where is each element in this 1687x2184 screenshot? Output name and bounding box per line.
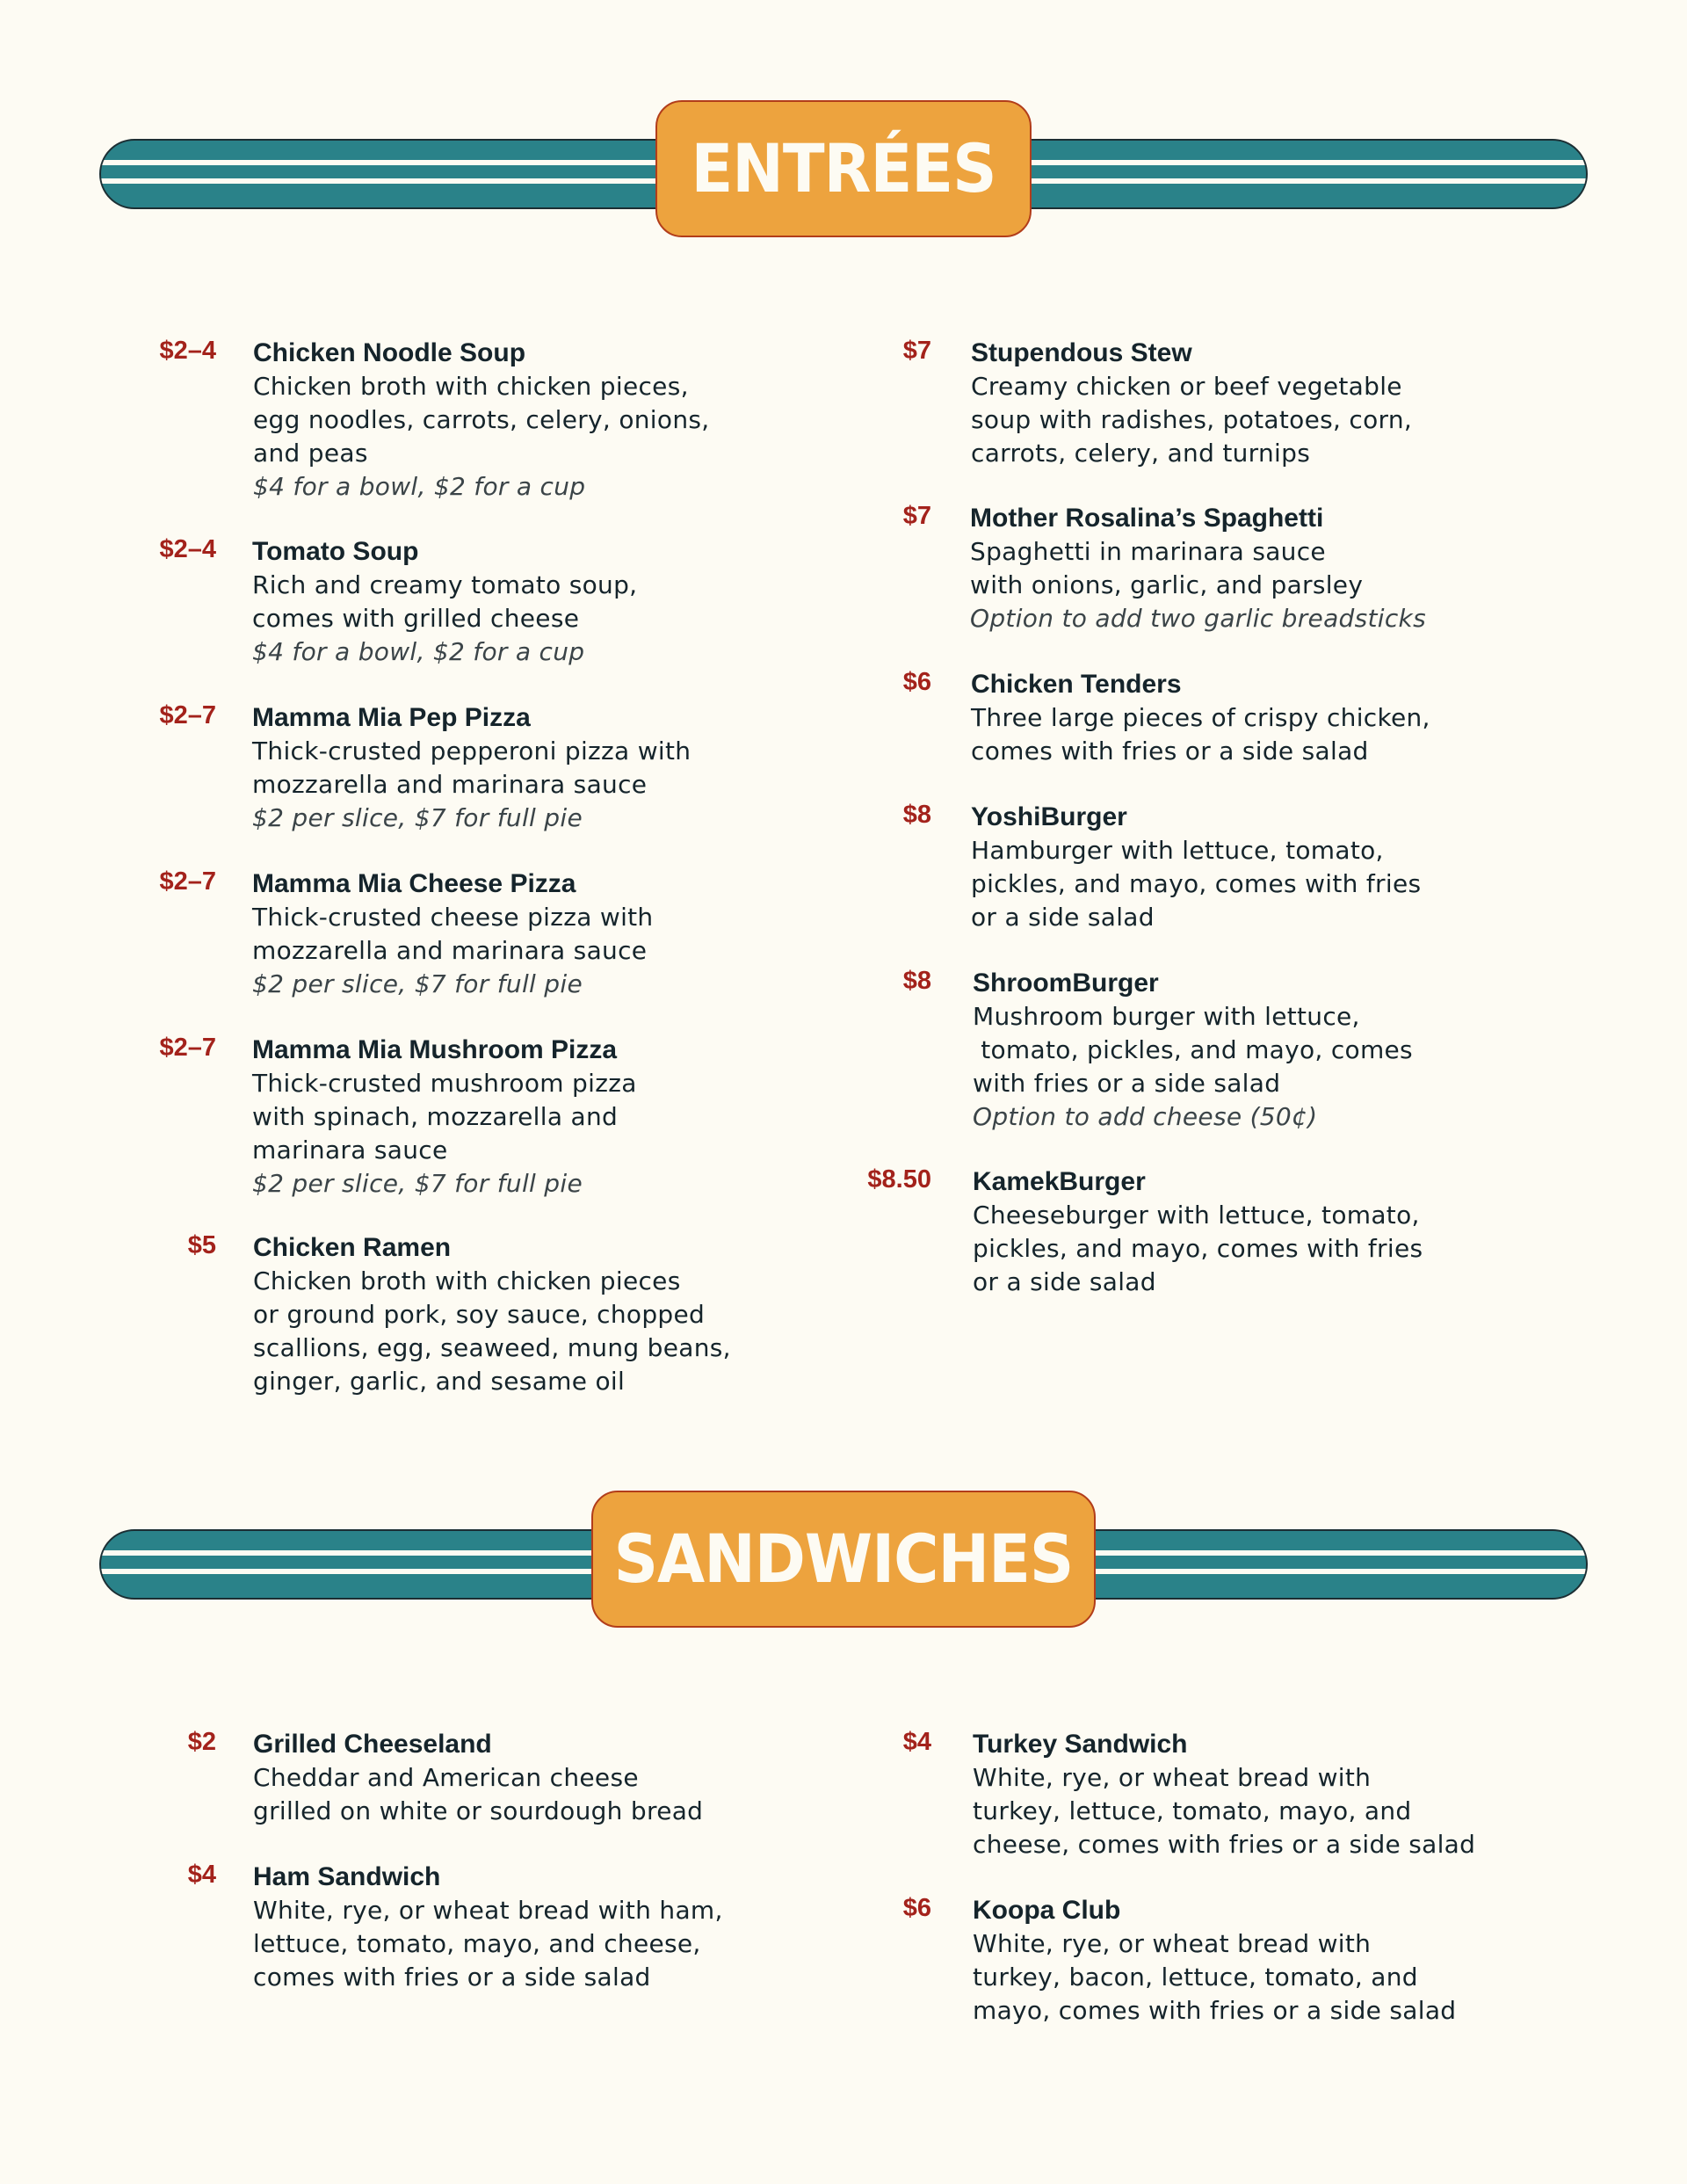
menu-item-description: Rich and creamy tomato soup, comes with grilled cheese [252, 570, 638, 633]
menu-item-description: Three large pieces of crispy chicken, comes with fries or a side salad [971, 703, 1430, 765]
menu-item-price: $8.50 [867, 1165, 931, 1194]
menu-item-note: Option to add cheese (50¢) [973, 1102, 1318, 1131]
menu-item-description: White, rye, or wheat bread with ham, lettuce, tomato, mayo, and cheese, comes with fries or a side salad [253, 1896, 723, 1992]
menu-item-price: $4 [902, 1728, 931, 1756]
menu-item-name: Ham Sandwich [253, 1862, 441, 1891]
menu-item-price: $6 [902, 668, 931, 696]
menu-item-price: $2 [187, 1728, 216, 1756]
menu-item-price: $2–7 [159, 701, 216, 729]
menu-item-name: Stupendous Stew [971, 338, 1192, 367]
menu-item-description: Creamy chicken or beef vegetable soup with radishes, potatoes, corn, carrots, celery, and turnips [971, 372, 1413, 468]
menu-item-name: Mother Rosalina’s Spaghetti [970, 504, 1324, 533]
menu-item-description: Cheeseburger with lettuce, tomato, pickles, and mayo, comes with fries or a side salad [973, 1201, 1423, 1296]
menu-item-note: Option to add two garlic breadsticks [970, 604, 1426, 633]
menu-item-price: $7 [902, 337, 931, 365]
menu-item-name: KamekBurger [973, 1167, 1146, 1196]
menu-item-price: $2–4 [159, 535, 216, 563]
menu-item-name: Mamma Mia Cheese Pizza [252, 869, 576, 898]
menu-item-description: Chicken broth with chicken pieces, egg noodles, carrots, celery, onions, and peas [253, 372, 710, 468]
menu-item-name: Chicken Ramen [253, 1233, 452, 1262]
menu-item-note: $2 per slice, $7 for full pie [252, 969, 583, 998]
menu-item-price: $8 [902, 801, 931, 829]
menu-item-description: Hamburger with lettuce, tomato, pickles, and mayo, comes with fries or a side salad [971, 836, 1422, 932]
menu-item-note: $4 for a bowl, $2 for a cup [252, 637, 585, 666]
menu-item-price: $7 [902, 502, 931, 530]
menu-item-description: Thick-crusted cheese pizza with mozzarella and marinara sauce [252, 903, 654, 965]
menu-item-name: Chicken Tenders [971, 670, 1182, 699]
menu-item-name: Mamma Mia Mushroom Pizza [252, 1035, 618, 1064]
menu-item-name: ShroomBurger [973, 969, 1159, 998]
menu-item-description: Chicken broth with chicken pieces or ground pork, soy sauce, chopped scallions, egg, seaweed, mung beans, ginger, garlic, and sesame oil [253, 1266, 731, 1396]
menu-item-name: Tomato Soup [252, 537, 419, 566]
menu-item-price: $2–4 [159, 337, 216, 365]
menu-item-price: $8 [902, 967, 931, 995]
menu-item-description: White, rye, or wheat bread with turkey, lettuce, tomato, mayo, and cheese, comes with fries or a side salad [973, 1763, 1476, 1859]
menu-item-price: $2–7 [159, 1034, 216, 1062]
menu-item-price: $4 [187, 1861, 216, 1889]
menu-item-note: $2 per slice, $7 for full pie [252, 1169, 583, 1198]
menu-item-name: Mamma Mia Pep Pizza [252, 703, 531, 732]
menu-item-description: Spaghetti in marinara sauce with onions, garlic, and parsley [970, 537, 1364, 599]
sandwiches-title: SANDWICHES [613, 1520, 1074, 1599]
menu-item-name: YoshiBurger [971, 802, 1127, 831]
menu-item-price: $6 [902, 1894, 931, 1922]
menu-item-description: Thick-crusted mushroom pizza with spinach, mozzarella and marinara sauce [252, 1069, 637, 1165]
menu-item-name: Chicken Noodle Soup [253, 338, 526, 367]
menu-item-price: $2–7 [159, 867, 216, 896]
menu-item-description: Thick-crusted pepperoni pizza with mozzarella and marinara sauce [252, 736, 691, 799]
menu-item-name: Koopa Club [973, 1896, 1121, 1925]
menu-item-description: Mushroom burger with lettuce, tomato, pickles, and mayo, comes with fries or a side salad [973, 1002, 1413, 1098]
menu-item-description: Cheddar and American cheese grilled on white or sourdough bread [253, 1763, 704, 1825]
menu-item-note: $4 for a bowl, $2 for a cup [253, 472, 586, 501]
sandwiches-title-plaque [591, 1491, 1096, 1628]
entrees-title: ENTRÉES [691, 129, 996, 208]
menu-item-name: Grilled Cheeseland [253, 1730, 492, 1759]
entrees-title-plaque [655, 100, 1032, 237]
menu-item-price: $5 [187, 1231, 216, 1259]
menu-item-name: Turkey Sandwich [973, 1730, 1188, 1759]
menu-item-note: $2 per slice, $7 for full pie [252, 803, 583, 832]
menu-item-description: White, rye, or wheat bread with turkey, bacon, lettuce, tomato, and mayo, comes with fries or a side salad [973, 1929, 1457, 2025]
